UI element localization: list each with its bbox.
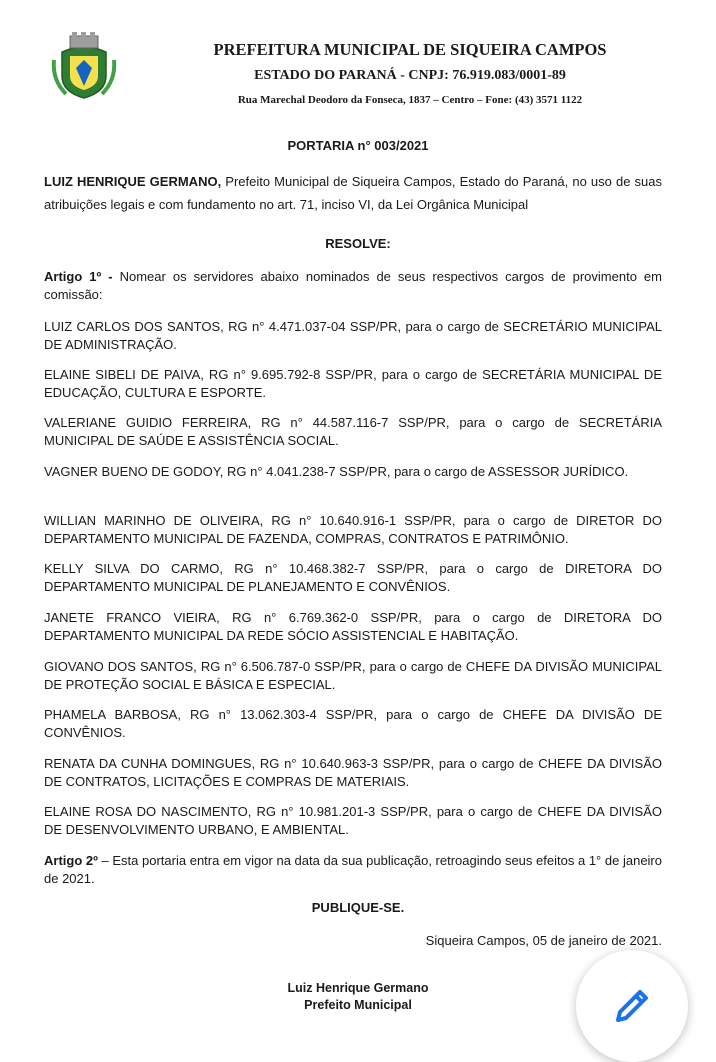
document-title: PORTARIA n° 003/2021	[287, 138, 429, 153]
intro-text: Prefeito Municipal de Siqueira Campos, Estado do Paraná, no uso de suas atribuições legais e com fundamento no art. 71, inciso VI, da Lei Orgânica Municipal	[44, 174, 662, 212]
article-2	[44, 852, 662, 887]
appointment-item: LUIZ CARLOS DOS SANTOS, RG n° 4.471.037-04 SSP/PR, para o cargo de SECRETÁRIO MUNICIPAL DE ADMINISTRAÇÃO.	[44, 319, 662, 352]
date-line: Siqueira Campos, 05 de janeiro de 2021.	[425, 933, 662, 948]
header-address: Rua Marechal Deodoro da Fonseca, 1837 – Centro – Fone: (43) 3571 1122	[237, 94, 583, 106]
signature-role: Prefeito Municipal	[304, 998, 412, 1012]
appointment-item: GIOVANO DOS SANTOS, RG n° 6.506.787-0 SSP/PR, para o cargo de CHEFE DA DIVISÃO MUNICIPAL DE PROTEÇÃO SOCIAL E BÁSICA E ESPECIAL.	[44, 659, 662, 692]
article-1-text: Nomear os servidores abaixo nominados de seus respectivos cargos de provimento em comissão:	[44, 269, 662, 302]
article-1-label: Artigo 1º -	[44, 269, 113, 284]
pencil-icon	[610, 984, 654, 1028]
appointment-item: PHAMELA BARBOSA, RG n° 13.062.303-4 SSP/PR, para o cargo de CHEFE DA DIVISÃO DE CONVÊNIOS.	[44, 707, 662, 740]
appointment-item: VAGNER BUENO DE GODOY, RG n° 4.041.238-7 SSP/PR, para o cargo de ASSESSOR JURÍDICO.	[44, 464, 629, 479]
appointment-item: JANETE FRANCO VIEIRA, RG n° 6.769.362-0 SSP/PR, para o cargo de DIRETORA DO DEPARTAMENTO MUNICIPAL DA REDE SÓCIO ASSISTENCIAL E HABITAÇÃO.	[44, 610, 662, 643]
signature-name: Luiz Henrique Germano	[287, 981, 429, 995]
resolve-heading: RESOLVE:	[325, 236, 391, 251]
header-subtitle: ESTADO DO PARANÁ - CNPJ: 76.919.083/0001-89	[254, 68, 566, 83]
header-title: PREFEITURA MUNICIPAL DE SIQUEIRA CAMPOS	[213, 40, 607, 59]
edit-button[interactable]	[576, 950, 688, 1062]
mayor-name: LUIZ HENRIQUE GERMANO,	[44, 174, 222, 189]
article-2-text: – Esta portaria entra em vigor na data da sua publicação, retroagindo seus efeitos a 1° de janeiro de 2021.	[44, 853, 662, 886]
appointment-item: KELLY SILVA DO CARMO, RG n° 10.468.382-7 SSP/PR, para o cargo de DIRETORA DO DEPARTAMENTO MUNICIPAL DE PLANEJAMENTO E CONVÊNIOS.	[44, 561, 662, 594]
appointment-item: VALERIANE GUIDIO FERREIRA, RG n° 44.587.116-7 SSP/PR, para o cargo de SECRETÁRIA MUNICIPAL DE SAÚDE E ASSISTÊNCIA SOCIAL.	[44, 415, 662, 448]
coat-of-arms-icon	[48, 30, 120, 102]
article-1	[44, 268, 662, 303]
appointment-item: WILLIAN MARINHO DE OLIVEIRA, RG n° 10.640.916-1 SSP/PR, para o cargo de DIRETOR DO DEPARTAMENTO MUNICIPAL DE FAZENDA, COMPRAS, CONTRATOS E PATRIMÔNIO.	[44, 513, 662, 546]
article-2-label: Artigo 2º	[44, 853, 98, 868]
intro-paragraph	[44, 170, 662, 216]
appointment-item: ELAINE ROSA DO NASCIMENTO, RG n° 10.981.201-3 SSP/PR, para o cargo de CHEFE DA DIVISÃO DE DESENVOLVIMENTO URBANO, E AMBIENTAL.	[44, 804, 662, 837]
appointment-item: ELAINE SIBELI DE PAIVA, RG n° 9.695.792-8 SSP/PR, para o cargo de SECRETÁRIA MUNICIPAL DE EDUCAÇÃO, CULTURA E ESPORTE.	[44, 367, 662, 400]
appointment-item: RENATA DA CUNHA DOMINGUES, RG n° 10.640.963-3 SSP/PR, para o cargo de CHEFE DA DIVISÃO DE CONTRATOS, LICITAÇÕES E COMPRAS DE MATERIAIS.	[44, 756, 662, 789]
publish-line: PUBLIQUE-SE.	[311, 900, 405, 915]
